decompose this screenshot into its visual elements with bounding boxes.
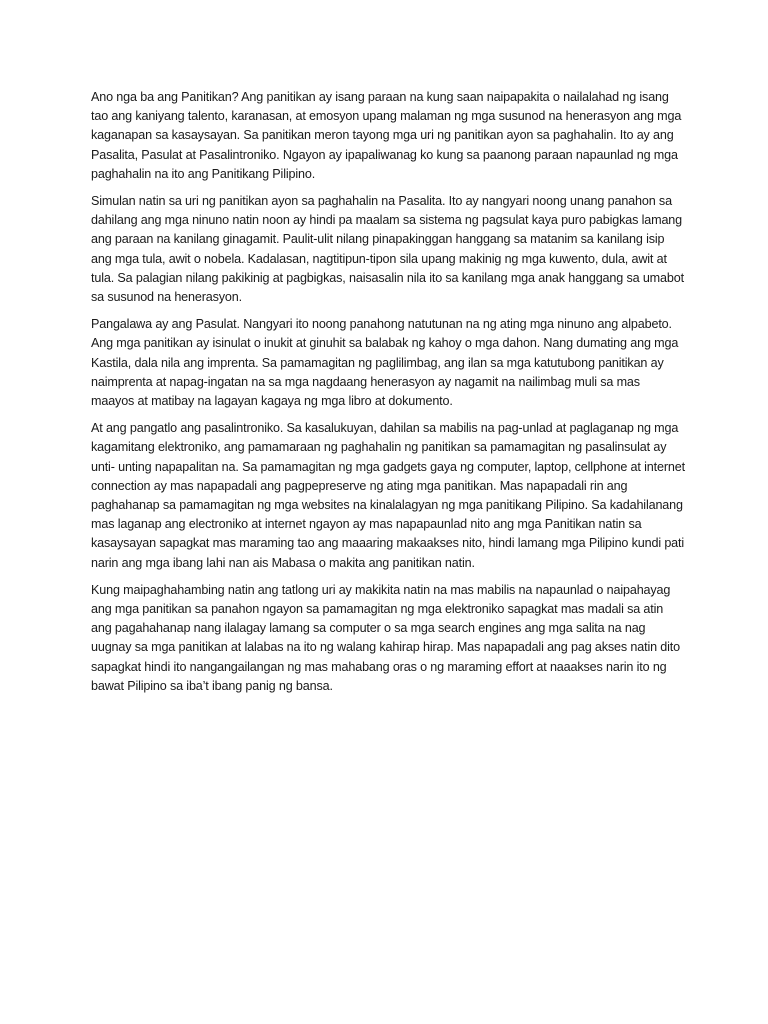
paragraph-pasalita: Simulan natin sa uri ng panitikan ayon sa paghahalin na Pasalita. Ito ay nangyari noong unang panahon sa dahilang ang mga ninuno natin noon ay hindi pa maalam sa sistema ng pagsulat kaya puro pabigkas lamang ang paraan na kanilang ginagamit. Paulit-ulit nilang pinapakinggan hanggang sa matanim sa kanilang isip ang mga tula, awit o nobela. Kadalasan, nagtitipun-tipon sila upang makinig ng mga kuwento, dula, awit at tula. Sa palagian nilang pakikinig at pagbigkas, naisasalin nila ito sa kanilang mga anak hanggang sa umabot sa susunod na henerasyon. [91, 194, 684, 305]
paragraph-conclusion: Kung maipaghahambing natin ang tatlong uri ay makikita natin na mas mabilis na napaunlad o naipahayag ang mga panitikan sa panahon ngayon sa pamamagitan ng mga elektroniko sapagkat mas madali sa atin ang pagahahanap nang ilalagay lamang sa computer o sa mga search engines ang mga salita na nag uugnay sa mga panitikan at lalabas na ito ng walang kahirap hirap. Mas napapadali ang pag akses natin dito sapagkat hindi ito nangangailangan ng mas mahabang oras o ng maraming effort at naaakses narin ito ng bawat Pilipino sa iba’t ibang panig ng bansa. [91, 582, 681, 693]
paragraph-pasulat: Pangalawa ay ang Pasulat. Nangyari ito noong panahong natutunan na ng ating mga ninuno ang alpabeto. Ang mga panitikan ay isinulat o inukit at ginuhit sa balabak ng kahoy o mga dahon. Nang dumating ang mga Kastila, dala nila ang imprenta. Sa pamamagitan ng paglilimbag, ang ilan sa mga katutubong panitikan ay naimprenta at napag-ingatan na sa mga nagdaang henerasyon ay nagamit na nailimbag muli sa mas maayos at matibay na lagayan kagaya ng mga libro at dokumento. [91, 317, 679, 409]
paragraph-pasalintroniko: At ang pangatlo ang pasalintroniko. Sa kasalukuyan, dahilan sa mabilis na pag-unlad at paglaganap ng mga kagamitang elektroniko, ang pamamaraan ng paghahalin ng panitikan sa pamamagitan ng pasalinsulat ay unti- unting napapalitan na. Sa pamamagitan ng mga gadgets gaya ng computer, laptop, cellphone at internet connection ay mas napapadali ang pagpepreserve ng ating mga panitikan. Mas napapadali rin ang paghahanap sa pamamagitan ng mga websites na kinalalagyan ng mga panitikang Pilipino. Sa kadahilanang mas laganap ang electroniko at internet ngayon ay mas napapaunlad nito ang mga Panitikan natin sa kasaysayan sapagkat mas maraming tao ang maaaring makaakses nito, hindi lamang mga Pilipino kundi pati narin ang mga ibang lahi nan ais Mabasa o makita ang panitikan natin. [91, 421, 685, 570]
document-body [91, 88, 685, 704]
paragraph-intro: Ano nga ba ang Panitikan? Ang panitikan ay isang paraan na kung saan naipapakita o nailalahad ng isang tao ang kaniyang talento, karanasan, at emosyon upang malaman ng mga susunod na henerasyon ang mga kaganapan sa kasaysayan. Sa panitikan meron tayong mga uri ng panitikan ayon sa paghahalin. Ito ay ang Pasalita, Pasulat at Pasalintroniko. Ngayon ay ipapaliwanag ko kung sa paanong paraan napaunlad ng mga paghahalin na ito ang Panitikang Pilipino. [91, 90, 682, 181]
